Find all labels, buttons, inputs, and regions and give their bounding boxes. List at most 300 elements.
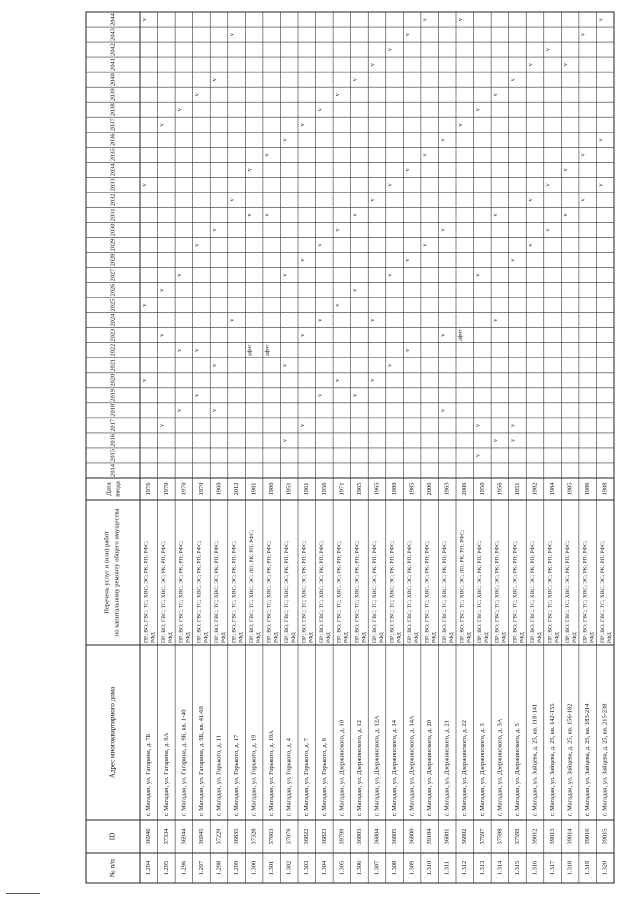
cell-mark: v (491, 213, 499, 217)
cell-address: г. Магадан, ул. Гагарина, д. 9Б, кв. 1-40 (180, 709, 188, 816)
cell-mark: v (140, 17, 148, 22)
cell-mark: v (509, 438, 517, 443)
cell-services: РФД (291, 632, 298, 643)
cell-year: 1970 (197, 482, 205, 496)
cell-services: ПР; ВО; ГВС; ТС; ХВС; ЭС; РК; РП; РФС; (442, 540, 449, 643)
cell-services: РФД (484, 632, 491, 643)
cell-services: ПР; ВО; ГВС; ТС; ХВС; ЭС; РК; РП; РФС; (266, 540, 273, 643)
cell-id: 39184 (426, 828, 434, 845)
cell-address: г. Магадан, ул. Зайцева, д. 25, кв. 156-182 (566, 703, 574, 816)
cell-address: г. Магадан, ул. Дзержинского, д. 12А (373, 715, 381, 816)
cell-year: 1970 (180, 482, 188, 496)
cell-mark: v (527, 63, 535, 67)
cell-year: 1956 (320, 482, 328, 496)
cell-id: 37229 (215, 828, 223, 845)
cell-mark: v (211, 78, 219, 82)
cell-services: ПР; ВО; ГВС; ТС; ХВС; ЭС; РК; РП; РФС; (477, 540, 484, 643)
cell-mark: v (527, 243, 535, 247)
cell-mark: v (404, 258, 412, 262)
cell-num: 1.295 (162, 860, 170, 876)
cell-year: 1960 (215, 482, 223, 496)
cell-mark: v (509, 423, 517, 427)
cell-id: 36835 (233, 828, 241, 845)
cell-year: 1965 (373, 482, 381, 496)
header-year-2036: 2036 (109, 133, 117, 147)
cell-year: 1980 (268, 482, 276, 496)
header-year-2042: 2042 (109, 43, 117, 56)
cell-mark: v (474, 108, 482, 112)
cell-id: 37328 (250, 828, 258, 845)
cell-services: РФД (326, 632, 333, 643)
cell-mark: v (562, 213, 570, 217)
cell-mark: v (298, 333, 306, 337)
cell-services: ПР; ВО; ГВС; ТС; ХВС; ЭС; РК; РП; РФС; (196, 540, 203, 643)
cell-mark: v (193, 93, 201, 97)
cell-address: г. Магадан, ул. Горького, д. 7 (303, 738, 311, 816)
cell-address: г. Магадан, ул. Зайцева, д. 25, кв. 183-214 (584, 703, 592, 816)
header-services: по капитальному ремонту общего имущества (113, 508, 121, 637)
cell-mark: v (562, 168, 570, 172)
cell-num: 1.307 (373, 860, 381, 876)
cell-year: 1961 (303, 482, 311, 496)
cell-services: ПР; ВО; ГВС; ТС; ХВС; ЭС; РК; РП; РФС; (284, 540, 291, 643)
cell-services: ПР; ВО; ГВС; ТС; ХВС; ЭС; РК; РП; РФС; (564, 540, 571, 643)
cell-address: г. Магадан, ул. Дзержинского, д. 14А (408, 715, 416, 816)
cell-services: РФД (519, 632, 526, 643)
cell-mark: v (158, 288, 166, 292)
cell-year: 1951 (513, 482, 521, 496)
cell-mark: v (158, 123, 166, 127)
cell-year: 1956 (496, 482, 504, 496)
cell-address: г. Магадан, ул. Горького, д. 19 (250, 734, 258, 816)
cell-id: 36945 (197, 828, 205, 845)
cell-mark: v (509, 258, 517, 262)
cell-year: 1988 (601, 482, 609, 496)
cell-mark: v (140, 378, 148, 382)
cell-services: ПР; ВО; ГВС; ТС; ХВС; ЭС; ЛО; РК; РП; РФС; (248, 529, 255, 643)
header-year-2020: 2020 (109, 373, 117, 387)
cell-services: РФД (220, 632, 227, 643)
header-id: ID (108, 832, 117, 841)
cell-address: г. Магадан, ул. Гагарина, д. 9Б, кв. 41-60 (197, 706, 205, 816)
cell-mark: v (351, 393, 359, 397)
page-edge-mark (6, 893, 40, 894)
cell-services: РФД (255, 632, 262, 643)
cell-services: РФД (536, 632, 543, 643)
cell-address: г. Магадан, ул. Горького, д. 11 (215, 735, 223, 816)
header-year-2039: 2039 (109, 88, 117, 102)
cell-services: ПР; ВО; ГВС; ТС; ХВС; ЭС; РК; РП; РФС; (600, 540, 607, 643)
cell-mark: v (386, 273, 394, 277)
cell-mark: v (298, 423, 306, 427)
cell-mark: v (158, 423, 166, 427)
cell-num: 1.316 (531, 860, 539, 876)
cell-num: 1.315 (513, 860, 521, 876)
cell-id: 37663 (268, 828, 276, 845)
header-year-2035: 2035 (109, 148, 117, 162)
cell-num: 1.299 (233, 860, 241, 876)
cell-services: ПР; ВО; ГВС; ТС; ХВС; ЭС; РК; РП; РФС; (494, 540, 501, 643)
cell-mark: v (597, 17, 605, 22)
cell-services: ПР; ВО; ГВС; ТС; ХВС; ЭС; РК; РП; РФС; (161, 540, 168, 643)
cell-services: РФД (185, 632, 192, 643)
cell-services: ПР; ВО; ГВС; ТС; ХВС; ЭС; РК; РП; РФС; (512, 540, 519, 643)
cell-services: ПР; ВО; ГВС; ТС; ХВС; ЭС; РК; РП; РФС; (406, 540, 413, 643)
cell-year: 1976 (145, 482, 153, 496)
header-year: ввода (114, 481, 122, 497)
cell-services: ПР; ВО; ГВС; ТС; ХВС; ЭС; РК; РП; РФС; (319, 540, 326, 643)
cell-mark: v (175, 273, 183, 277)
cell-num: 1.311 (443, 860, 451, 876)
header-year: Дата (105, 482, 113, 496)
cell-num: 1.294 (145, 860, 153, 876)
cell-year: 2006 (426, 482, 434, 496)
header-services: Перечень услуг и (или) работ (103, 531, 111, 614)
cell-mark: v (544, 47, 552, 52)
cell-services: ПР; ВО; ГВС; ТС; ХВС; ЭС; РК; РП; РФС; (371, 540, 378, 643)
cell-mark: v (333, 303, 341, 307)
cell-mark: v (456, 123, 464, 127)
cell-services: РФД (378, 632, 385, 643)
cell-mark: v (369, 198, 377, 202)
cell-services: ПР; ВО; ГВС; ТС; ХВС; ЭС; РК; РП; РФС; (231, 540, 238, 643)
cell-num: 1.298 (215, 860, 223, 876)
cell-num: 1.320 (601, 860, 609, 876)
cell-mark: v (474, 273, 482, 277)
cell-mark: v (140, 183, 148, 187)
cell-id: 37079 (285, 828, 293, 845)
cell-services: ПР; ВО; ГВС; ТС; ХВС; ЭС; РК; РП; РФС; (178, 540, 185, 643)
header-year-2028: 2028 (109, 253, 117, 267)
cell-address: г. Магадан, ул. Дзержинского, д. 5 (513, 723, 521, 816)
cell-mark: v (158, 333, 166, 337)
cell-mark: v (211, 408, 219, 412)
header-year-2025: 2025 (109, 298, 117, 312)
cell-mark: v (597, 138, 605, 142)
cell-address: г. Магадан, ул. Зайцева, д. 25, кв. 215-238 (601, 703, 609, 816)
cell-mark: v (246, 168, 254, 172)
cell-address: г. Магадан, ул. Дзержинского, д. 14 (391, 720, 399, 816)
cell-id: 36804 (373, 828, 381, 845)
cell-services: ПР; ВО; ГВС; ТС; ХВС; ЭС; РК; РП; РФС; (424, 540, 431, 643)
cell-mark: дфнт (246, 344, 253, 356)
cell-mark: v (439, 333, 447, 337)
cell-mark: v (316, 318, 324, 322)
cell-address: г. Магадан, ул. Зайцева, д. 25, кв. 118-141 (531, 703, 539, 816)
cell-services: ПР; ВО; ГВС; ТС; ХВС; ЭС; ЛО; РК; РП; РФС; (459, 529, 466, 643)
header-num: № п/п (108, 859, 117, 877)
cell-mark: v (439, 408, 447, 412)
cell-year: 1984 (549, 482, 557, 496)
cell-mark: v (175, 408, 183, 412)
cell-mark: v (404, 348, 412, 352)
header-year-2029: 2029 (109, 238, 117, 252)
cell-mark: v (491, 93, 499, 97)
cell-mark: v (193, 243, 201, 247)
cell-services: ПР; ВО; ГВС; ТС; ХВС; ЭС; РК; РП; РФС; (354, 540, 361, 643)
cell-mark: v (421, 153, 429, 157)
cell-mark: дфнт (264, 344, 271, 356)
cell-num: 1.310 (426, 860, 434, 876)
header-year-2026: 2026 (109, 283, 117, 297)
cell-mark: v (281, 273, 289, 277)
cell-year: 1971 (338, 482, 346, 496)
header-year-2024: 2024 (109, 313, 117, 327)
cell-num: 1.301 (268, 860, 276, 876)
cell-mark: v (456, 17, 464, 22)
cell-services: РФД (308, 632, 315, 643)
cell-mark: v (544, 228, 552, 232)
cell-mark: v (316, 243, 324, 247)
cell-year: 2012 (233, 482, 241, 496)
header-address: Адрес многоквартирного дома (108, 686, 117, 779)
header-year-2043: 2043 (109, 28, 117, 41)
header-year-2018: 2018 (109, 403, 117, 417)
cell-mark: v (316, 393, 324, 397)
cell-id: 39799 (338, 828, 346, 845)
cell-mark: v (386, 47, 394, 52)
cell-mark: v (579, 198, 587, 202)
cell-mark: v (474, 423, 482, 427)
cell-services: РФД (501, 632, 508, 643)
cell-mark: v (439, 228, 447, 232)
cell-year: 1985 (408, 482, 416, 496)
cell-num: 1.296 (180, 860, 188, 876)
cell-id: 37334 (162, 828, 170, 845)
cell-year: 1985 (566, 482, 574, 496)
cell-num: 1.309 (408, 860, 416, 876)
cell-address: г. Магадан, ул. Дзержинского, д. 10 (338, 720, 346, 816)
cell-services: ПР; ВО; ГВС; ТС; ХВС; ЭС; РК; РП; РФС; (143, 540, 150, 643)
cell-services: РФД (431, 632, 438, 643)
cell-num: 1.314 (496, 860, 504, 876)
cell-services: РФД (396, 632, 403, 643)
cell-mark: v (281, 438, 289, 443)
cell-services: РФД (413, 632, 420, 643)
cell-mark: v (491, 438, 499, 443)
header-year-2030: 2030 (109, 223, 117, 237)
cell-mark: v (439, 138, 447, 142)
cell-mark: v (491, 318, 499, 322)
cell-id: 39014 (566, 828, 574, 845)
cell-num: 1.313 (478, 860, 486, 876)
cell-mark: v (351, 288, 359, 292)
cell-mark: v (211, 363, 219, 367)
table-grid (86, 12, 614, 883)
cell-services: РФД (589, 632, 596, 643)
cell-mark: v (509, 78, 517, 82)
cell-services: ПР; ВО; ГВС; ТС; ХВС; ЭС; РК; РП; РФС; (336, 540, 343, 643)
header-year-2016: 2016 (109, 434, 117, 447)
cell-mark: v (140, 303, 148, 307)
cell-mark: v (281, 363, 289, 367)
cell-id: 36803 (355, 828, 363, 845)
cell-id: 36946 (145, 828, 153, 845)
cell-mark: v (298, 258, 306, 262)
cell-year: 1982 (531, 482, 539, 496)
cell-mark: v (263, 153, 271, 157)
cell-mark: v (597, 183, 605, 187)
cell-mark: v (263, 213, 271, 217)
cell-year: 1965 (355, 482, 363, 496)
cell-services: ПР; ВО; ГВС; ТС; ХВС; ЭС; РК; РП; РФС; (582, 540, 589, 643)
cell-services: ПР; ВО; ГВС; ТС; ХВС; ЭС; РК; РП; РФС; (547, 540, 554, 643)
cell-num: 1.312 (461, 860, 469, 876)
header-year-2038: 2038 (109, 103, 117, 117)
cell-id: 36944 (180, 828, 188, 845)
cell-year: 1980 (391, 482, 399, 496)
cell-mark: v (333, 93, 341, 97)
cell-id: 37597 (478, 828, 486, 845)
cell-mark: v (404, 32, 412, 37)
cell-num: 1.308 (391, 860, 399, 876)
cell-mark: v (333, 378, 341, 382)
cell-mark: v (579, 32, 587, 37)
cell-id: 39013 (549, 828, 557, 845)
cell-mark: v (193, 393, 201, 397)
cell-address: г. Магадан, ул. Дзержинского, д. 3А (496, 718, 504, 816)
cell-address: г. Магадан, ул. Дзержинского, д. 22 (461, 720, 469, 816)
cell-year: 1981 (250, 482, 258, 496)
cell-services: РФД (466, 632, 473, 643)
cell-services: РФД (571, 632, 578, 643)
cell-services: ПР; ВО; ГВС; ТС; ХВС; ЭС; РК; РП; РФС; (301, 540, 308, 643)
cell-services: РФД (607, 632, 614, 643)
cell-address: г. Магадан, ул. Дзержинского, д. 21 (443, 720, 451, 816)
cell-id: 39015 (601, 828, 609, 845)
cell-num: 1.319 (584, 860, 592, 876)
header-year-2027: 2027 (109, 268, 117, 282)
cell-mark: v (421, 243, 429, 247)
cell-address: г. Магадан, ул. Гагарина, д. 9А (162, 732, 170, 816)
cell-address: г. Магадан, ул. Дзержинского, д. 20 (426, 720, 434, 816)
cell-address: г. Магадан, ул. Дзержинского, д. 12 (355, 720, 363, 816)
cell-mark: v (474, 453, 482, 458)
cell-mark: v (228, 318, 236, 322)
cell-mark: v (386, 183, 394, 187)
cell-mark: v (351, 78, 359, 82)
cell-num: 1.306 (355, 860, 363, 876)
cell-id: 36822 (303, 828, 311, 845)
cell-services: РФД (203, 632, 210, 643)
cell-address: г. Магадан, ул. Гагарина, д. 7Б (145, 733, 153, 816)
cell-services: ПР; ВО; ГВС; ТС; ХВС; ЭС; РК; РП; РФС; (389, 540, 396, 643)
header-year-2032: 2032 (109, 193, 117, 207)
cell-year: 1963 (443, 482, 451, 496)
cell-mark: v (579, 153, 587, 157)
cell-mark: v (421, 17, 429, 22)
cell-services: РФД (273, 632, 280, 643)
cell-year: 1951 (285, 482, 293, 496)
cell-id: 36800 (408, 828, 416, 845)
cell-mark: v (228, 198, 236, 202)
cell-mark: v (369, 378, 377, 382)
cell-id: 36802 (461, 828, 469, 845)
cell-mark: v (211, 228, 219, 232)
cell-mark: v (228, 32, 236, 37)
cell-services: РФД (238, 632, 245, 643)
cell-num: 1.302 (285, 860, 293, 876)
header-year-2037: 2037 (109, 118, 117, 132)
cell-mark: v (527, 198, 535, 202)
cell-mark: v (386, 363, 394, 367)
cell-id: 36801 (443, 828, 451, 845)
cell-services: РФД (168, 632, 175, 643)
cell-address: г. Магадан, ул. Горького, д. 19А (268, 730, 276, 816)
cell-mark: v (369, 63, 377, 67)
cell-mark: v (404, 168, 412, 172)
cell-address: г. Магадан, ул. Горького, д. 4 (285, 738, 293, 816)
cell-services: РФД (554, 632, 561, 643)
cell-mark: v (246, 213, 254, 217)
header-year-2022: 2022 (109, 343, 117, 357)
header-year-2031: 2031 (109, 208, 117, 222)
header-year-2023: 2023 (109, 328, 117, 342)
cell-services: РФД (361, 632, 368, 643)
cell-num: 1.305 (338, 860, 346, 876)
header-year-2044: 2044 (109, 13, 117, 26)
cell-id: 39016 (584, 828, 592, 845)
cell-services: ПР; ВО; ГВС; ТС; ХВС; ЭС; РК; РП; РФС; (529, 540, 536, 643)
cell-mark: v (316, 108, 324, 112)
header-year-2040: 2040 (109, 73, 117, 87)
cell-mark: v (175, 108, 183, 112)
cell-mark: v (351, 213, 359, 217)
cell-mark: v (298, 123, 306, 127)
cell-id: 37598 (496, 828, 504, 845)
header-year-2021: 2021 (109, 358, 117, 372)
cell-id: 37599 (513, 828, 521, 845)
cell-year: 1986 (584, 482, 592, 496)
cell-address: г. Магадан, ул. Дзержинского, д. 3 (478, 723, 486, 816)
cell-mark: v (369, 318, 377, 322)
cell-mark: v (175, 348, 183, 352)
cell-year: 2006 (461, 482, 469, 496)
cell-year: 1970 (162, 482, 170, 496)
cell-mark: v (333, 228, 341, 232)
cell-id: 36823 (320, 828, 328, 845)
cell-num: 1.300 (250, 860, 258, 876)
cell-mark: v (562, 63, 570, 67)
cell-mark: v (193, 348, 201, 352)
cell-address: г. Магадан, ул. Горького, д. 17 (233, 734, 241, 816)
cell-address: г. Магадан, ул. Горького, д. 8 (320, 738, 328, 816)
cell-num: 1.297 (197, 860, 205, 876)
cell-services: РФД (150, 632, 157, 643)
cell-id: 36805 (391, 828, 399, 845)
cell-id: 39012 (531, 828, 539, 845)
header-year-2041: 2041 (109, 58, 117, 72)
header-year-2034: 2034 (109, 163, 117, 177)
cell-address: г. Магадан, ул. Зайцева, д. 25, кв. 142-155 (549, 703, 557, 816)
cell-services: ПР; ВО; ГВС; ТС; ХВС; ЭС; РК; РП; РФС; (213, 540, 220, 643)
cell-mark: v (544, 183, 552, 187)
cell-mark: дфнт (457, 329, 464, 341)
header-year-2019: 2019 (109, 388, 117, 402)
cell-num: 1.317 (549, 860, 557, 876)
cell-services: РФД (449, 632, 456, 643)
header-year-2033: 2033 (109, 178, 117, 192)
header-year-2014: 2014 (109, 464, 117, 477)
header-year-2015: 2015 (109, 449, 117, 462)
header-year-2017: 2017 (109, 418, 117, 432)
cell-year: 1950 (478, 482, 486, 496)
cell-num: 1.304 (320, 860, 328, 876)
cell-services: РФД (343, 632, 350, 643)
cell-num: 1.303 (303, 860, 311, 876)
cell-mark: v (281, 138, 289, 142)
cell-num: 1.318 (566, 860, 574, 876)
